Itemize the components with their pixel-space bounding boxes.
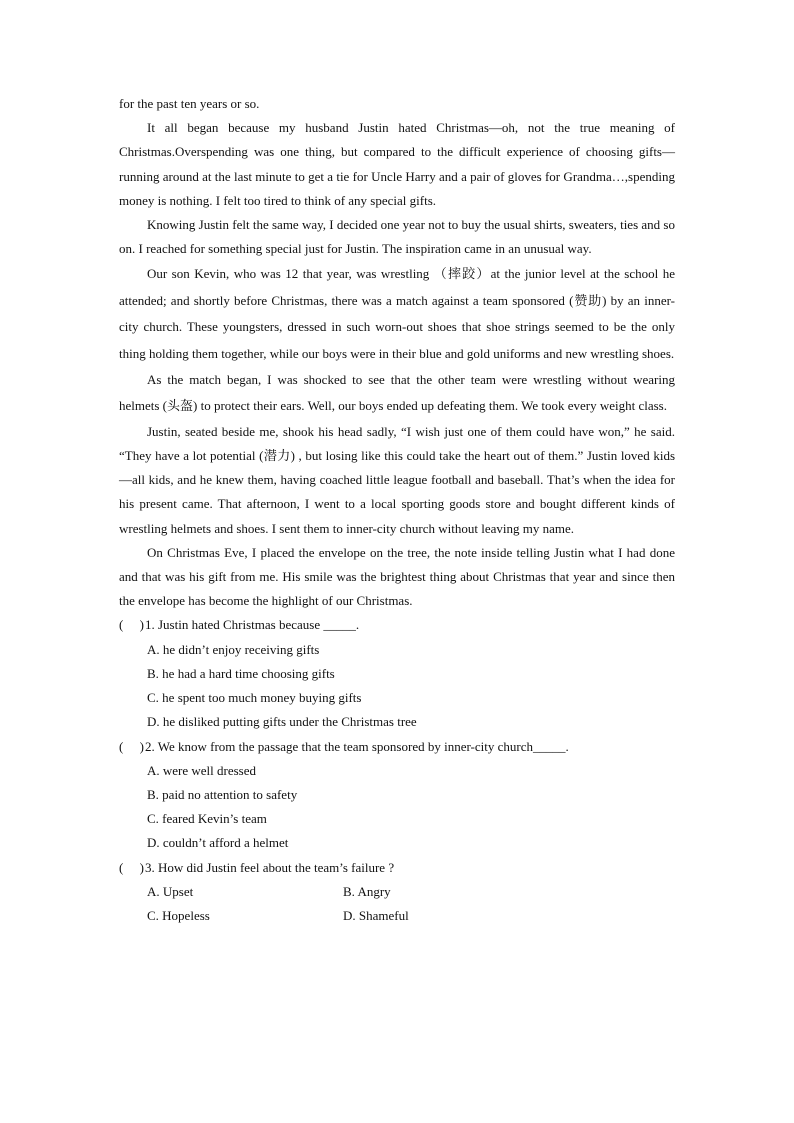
passage-paragraph: It all began because my husband Justin hated Christmas—oh, not the true meaning of Christmas.Overspending was one thing, but compared to the difficult experience of choosing gifts—running around at the last minute to get a tie for Uncle Harry and a pair of gloves for Grandma…,spending money is nothing. I felt too tired to think of any special gifts. — [119, 120, 675, 208]
option-row — [119, 880, 675, 904]
question-2 — [119, 735, 675, 856]
option-a: A. were well dressed — [147, 762, 257, 778]
question-text: 3. How did Justin feel about the team’s failure ? — [145, 859, 395, 875]
option-c: C. Hopeless — [147, 907, 210, 923]
option-d: D. he disliked putting gifts under the Christmas tree — [147, 714, 417, 730]
option-b: B. paid no attention to safety — [147, 786, 298, 802]
option-d: D. couldn’t afford a helmet — [147, 835, 289, 851]
option-d: D. Shameful — [343, 907, 409, 923]
option-row — [119, 904, 675, 928]
passage-paragraph: As the match began, I was shocked to see that the other team were wrestling without wearing helmets (头盔) to protect their ears. Well, our boys ended up defeating them. We took every weight class. — [119, 372, 675, 414]
answer-blank[interactable]: ( ) — [119, 859, 144, 875]
option-b: B. he had a hard time choosing gifts — [147, 665, 335, 681]
option-c: C. feared Kevin’s team — [147, 811, 267, 827]
question-stem — [119, 613, 675, 637]
question-stem — [119, 735, 675, 759]
passage-paragraph: Knowing Justin felt the same way, I decided one year not to buy the usual shirts, sweaters, ties and so on. I reached for something special just for Justin. The inspiration came in an unusual way. — [119, 217, 675, 257]
question-3 — [119, 856, 675, 929]
passage-paragraph: On Christmas Eve, I placed the envelope on the tree, the note inside telling Justin what I had done and that was his gift from me. His smile was the brightest thing about Christmas that year and since then the envelope has become the highlight of our Christmas. — [119, 544, 675, 609]
question-text: 1. Justin hated Christmas because _____. — [145, 617, 360, 633]
answer-blank[interactable]: ( ) — [119, 617, 144, 633]
question-1 — [119, 613, 675, 734]
option-b: B. Angry — [343, 883, 391, 899]
question-stem — [119, 856, 675, 880]
answer-blank[interactable]: ( ) — [119, 738, 144, 754]
question-text: 2. We know from the passage that the team sponsored by inner-city church_____. — [145, 738, 569, 754]
option-a: A. Upset — [147, 883, 194, 899]
option-a: A. he didn’t enjoy receiving gifts — [147, 641, 320, 657]
passage-paragraph: Our son Kevin, who was 12 that year, was wrestling （摔跤）at the junior level at the school he attended; and shortly before Christmas, there was a match against a team sponsored (赞助) by an inner-city church. These youngsters, dressed in such worn-out shoes that shoe strings seemed to be the only thing holding them together, while our boys were in their blue and gold uniforms and new wrestling shoes. — [119, 266, 675, 361]
passage-paragraph: for the past ten years or so. — [119, 96, 260, 111]
option-c: C. he spent too much money buying gifts — [147, 690, 362, 706]
passage-paragraph: Justin, seated beside me, shook his head sadly, “I wish just one of them could have won,” he said. “They have a lot potential (潜力) , but losing like this could take the heart out of them.” Justin loved kids—all kids, and he knew them, having coached little league football and baseball. That’s when the idea for his present came. That afternoon, I went to a local sporting goods store and bought different kinds of wrestling helmets and shoes. I sent them to inner-city church without leaving my name. — [119, 423, 675, 536]
